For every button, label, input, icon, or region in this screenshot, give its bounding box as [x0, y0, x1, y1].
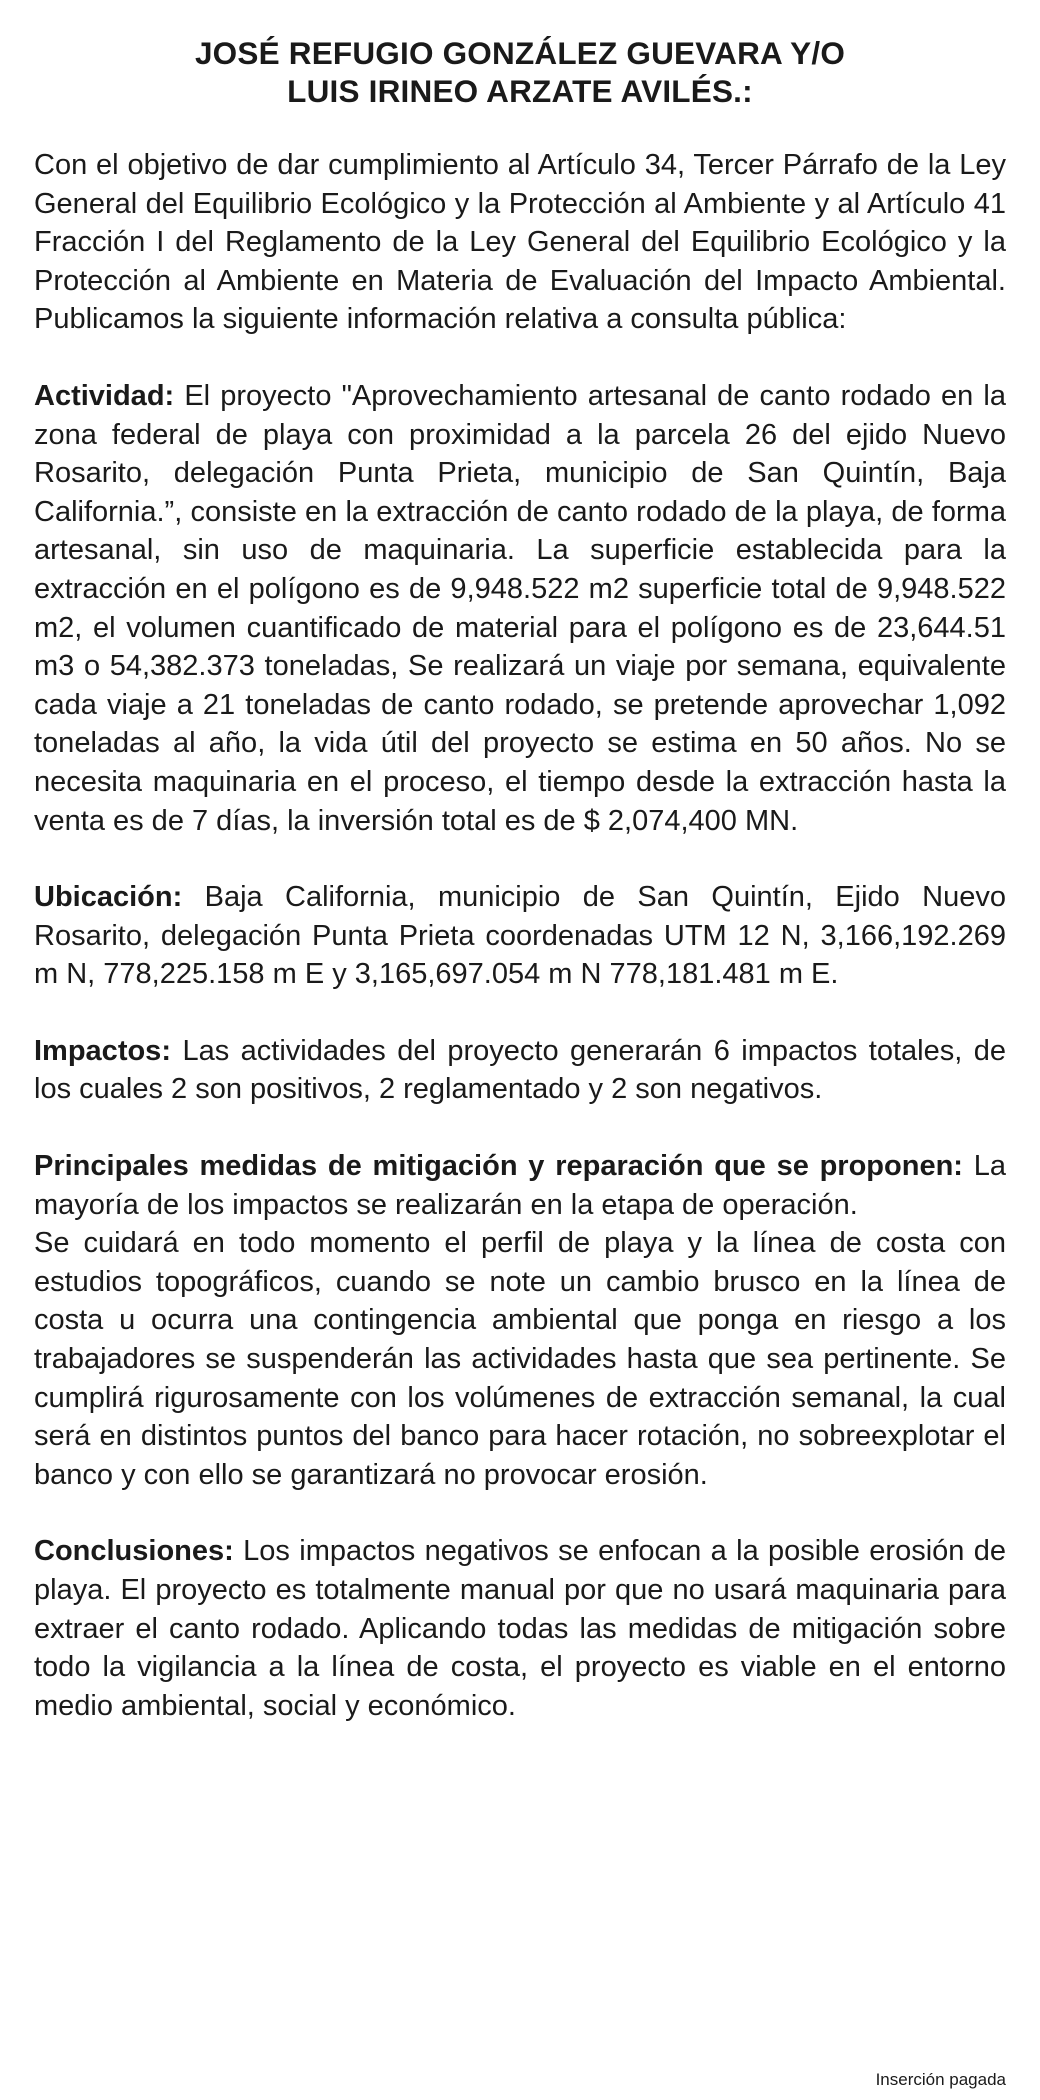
intro-paragraph: Con el objetivo de dar cumplimiento al Artículo 34, Tercer Párrafo de la Ley General del Equilibrio Ecológico y la Protección al Ambiente y al Artículo 41 Fracción I del Reglamento de la Ley General del Equilibrio Ecológico y la Protección al Ambiente en Materia de Evaluación del Impacto Ambiental. Publicamos la siguiente información relativa a consulta pública: [34, 149, 1006, 336]
ubicacion-label: Ubicación: [34, 881, 183, 914]
ubicacion-text: Baja California, municipio de San Quintín, Ejido Nuevo Rosarito, delegación Punta Prieta coordenadas UTM 12 N, 3,166,192.269 m N, 778,225.158 m E y 3,165,697.054 m N 778,181.481 m E. [34, 881, 1006, 991]
actividad-section [34, 377, 1006, 840]
conclusiones-label: Conclusiones: [34, 1535, 234, 1568]
impactos-section [34, 1032, 1006, 1109]
conclusiones-section [34, 1532, 1006, 1725]
notice-page [34, 34, 1006, 2089]
medidas-label: Principales medidas de mitigación y reparación que se proponen: [34, 1150, 963, 1183]
actividad-text: El proyecto "Aprovechamiento artesanal de canto rodado en la zona federal de playa con proximidad a la parcela 26 del ejido Nuevo Rosarito, delegación Punta Prieta, municipio de San Quintín, Baja California.”, consiste en la extracción de canto rodado de la playa, de forma artesanal, sin uso de maquinaria. La superficie establecida para la extracción en el polígono es de 9,948.522 m2 superficie total de 9,948.522 m2, el volumen cuantificado de material para el polígono es de 23,644.51 m3 o 54,382.373 toneladas, Se realizará un viaje por semana, equivalente cada viaje a 21 toneladas de canto rodado, se pretende aprovechar 1,092 toneladas al año, la vida útil del proyecto se estima en 50 años. No se necesita maquinaria en el proceso, el tiempo desde la extracción hasta la venta es de 7 días, la inversión total es de $ 2,074,400 MN. [34, 379, 1006, 837]
medidas-text: La mayoría de los impactos se realizarán en la etapa de operación. [34, 1150, 1006, 1221]
medidas-detail-paragraph: Se cuidará en todo momento el perfil de playa y la línea de costa con estudios topográficos, cuando se note un cambio brusco en la línea de costa u ocurra una contingencia ambiental que ponga en riesgo a los trabajadores se suspenderán las actividades hasta que sea pertinente. Se cumplirá rigurosamente con los volúmenes de extracción semanal, la cual será en distintos puntos del banco para hacer rotación, no sobreexplotar el banco y con ello se garantizará no provocar erosión. [34, 1227, 1006, 1491]
title-line-2: LUIS IRINEO ARZATE AVILÉS.: [287, 73, 753, 109]
impactos-label: Impactos: [34, 1034, 171, 1067]
medidas-section [34, 1147, 1006, 1224]
conclusiones-text: Los impactos negativos se enfocan a la posible erosión de playa. El proyecto es totalmente manual por que no usará maquinaria para extraer el canto rodado. Aplicando todas las medidas de mitigación sobre todo la vigilancia a la línea de costa, el proyecto es viable en el entorno medio ambiental, social y económico. [34, 1535, 1006, 1722]
title-line-1: JOSÉ REFUGIO GONZÁLEZ GUEVARA Y/O [194, 35, 846, 71]
impactos-text: Las actividades del proyecto generarán 6 impactos totales, de los cuales 2 son positivos, 2 reglamentado y 2 son negativos. [34, 1034, 1006, 1106]
notice-title [34, 34, 1006, 110]
ubicacion-section [34, 878, 1006, 994]
actividad-label: Actividad: [34, 379, 175, 412]
paid-insertion-note: Inserción pagada [875, 2070, 1006, 2089]
